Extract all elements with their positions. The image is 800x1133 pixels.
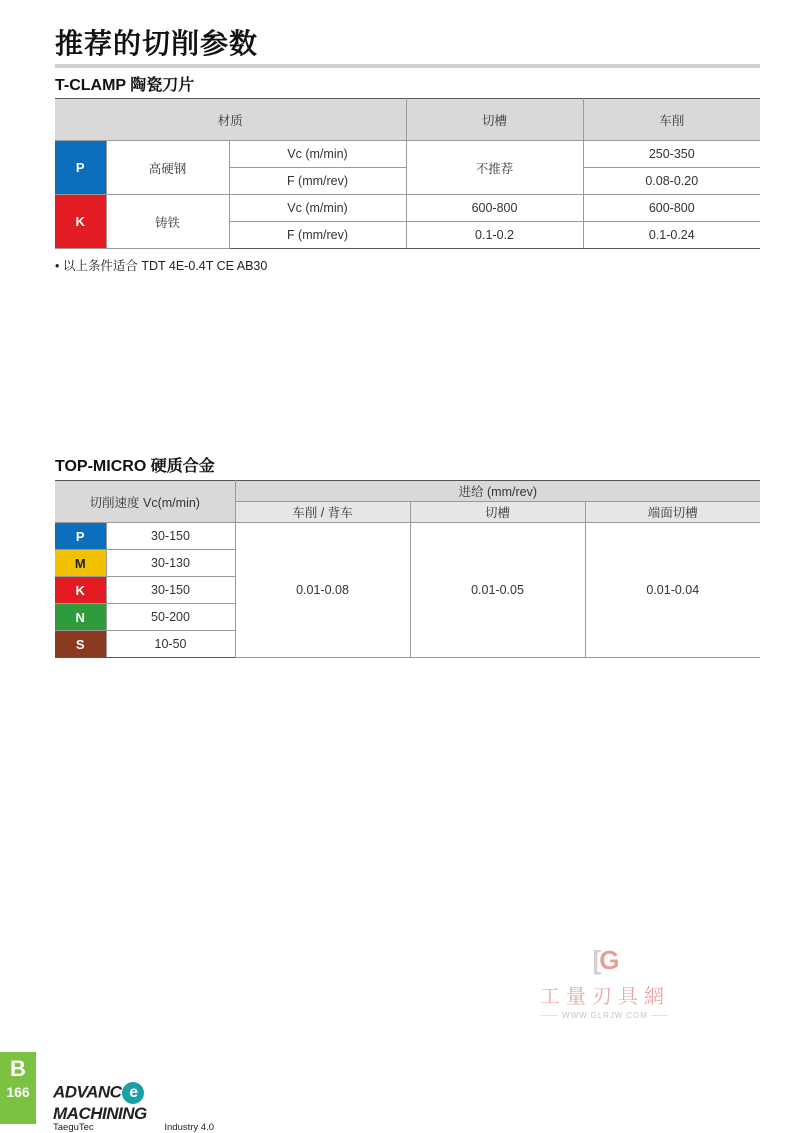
t-clamp-parameter-table (55, 98, 760, 249)
material-code-badge: K (55, 577, 106, 604)
material-name: 高硬钢 (106, 141, 229, 195)
header-grooving: 切槽 (410, 502, 585, 523)
watermark-url: —— WWW.GLRJW.COM —— (540, 1011, 670, 1020)
material-code-badge: N (55, 604, 106, 631)
turning-value: 0.08-0.20 (583, 168, 760, 195)
speed-value: 50-200 (106, 604, 235, 631)
param-label: F (mm/rev) (229, 168, 406, 195)
speed-value: 30-130 (106, 550, 235, 577)
header-face-grooving: 端面切槽 (585, 502, 760, 523)
grooving-value: 0.1-0.2 (406, 222, 583, 249)
brand-logo (53, 1082, 218, 1133)
brand-tagline: Industry 4.0 (164, 1122, 214, 1133)
watermark-logo-icon: [G (592, 945, 618, 975)
material-code-badge: P (55, 523, 106, 550)
header-turning: 车削 (583, 99, 760, 141)
title-divider (55, 64, 760, 68)
material-code-badge: K (55, 195, 106, 249)
material-code-badge: P (55, 141, 106, 195)
watermark (530, 945, 680, 1020)
section-title-top-micro: TOP-MICRO 硬质合金 (55, 458, 215, 475)
section-letter: B (10, 1056, 26, 1081)
turning-value: 0.1-0.24 (583, 222, 760, 249)
material-name: 铸铁 (106, 195, 229, 249)
section-page-tab (0, 1052, 36, 1124)
grooving-value: 600-800 (406, 195, 583, 222)
feed-face-grooving-value: 0.01-0.04 (585, 523, 760, 658)
param-label: F (mm/rev) (229, 222, 406, 249)
param-label: Vc (m/min) (229, 141, 406, 168)
section-title-t-clamp: T-CLAMP 陶瓷刀片 (55, 77, 195, 94)
param-label: Vc (m/min) (229, 195, 406, 222)
header-turning-back-turning: 车削 / 背车 (235, 502, 410, 523)
footnote: • 以上条件适合 TDT 4E-0.4T CE AB30 (55, 259, 268, 273)
brand-company: TaeguTec (53, 1122, 94, 1133)
watermark-name: 工量刃具網 (540, 984, 670, 1008)
header-material: 材质 (55, 99, 406, 141)
speed-value: 10-50 (106, 631, 235, 658)
page-title: 推荐的切削参数 (55, 28, 259, 59)
turning-value: 600-800 (583, 195, 760, 222)
material-code-badge: S (55, 631, 106, 658)
header-grooving: 切槽 (406, 99, 583, 141)
brand-e-icon: e (122, 1082, 144, 1104)
turning-value: 250-350 (583, 141, 760, 168)
material-code-badge: M (55, 550, 106, 577)
grooving-value: 不推荐 (406, 141, 583, 195)
speed-value: 30-150 (106, 523, 235, 550)
header-cutting-speed: 切削速度 Vc(m/min) (55, 481, 235, 523)
brand-text-right: MACHINING (53, 1104, 147, 1123)
page-number: 166 (6, 1084, 30, 1100)
top-micro-parameter-table (55, 480, 760, 658)
brand-text-left: ADVANC (53, 1082, 122, 1102)
header-feed: 进给 (mm/rev) (235, 481, 760, 502)
feed-turning-value: 0.01-0.08 (235, 523, 410, 658)
speed-value: 30-150 (106, 577, 235, 604)
feed-grooving-value: 0.01-0.05 (410, 523, 585, 658)
